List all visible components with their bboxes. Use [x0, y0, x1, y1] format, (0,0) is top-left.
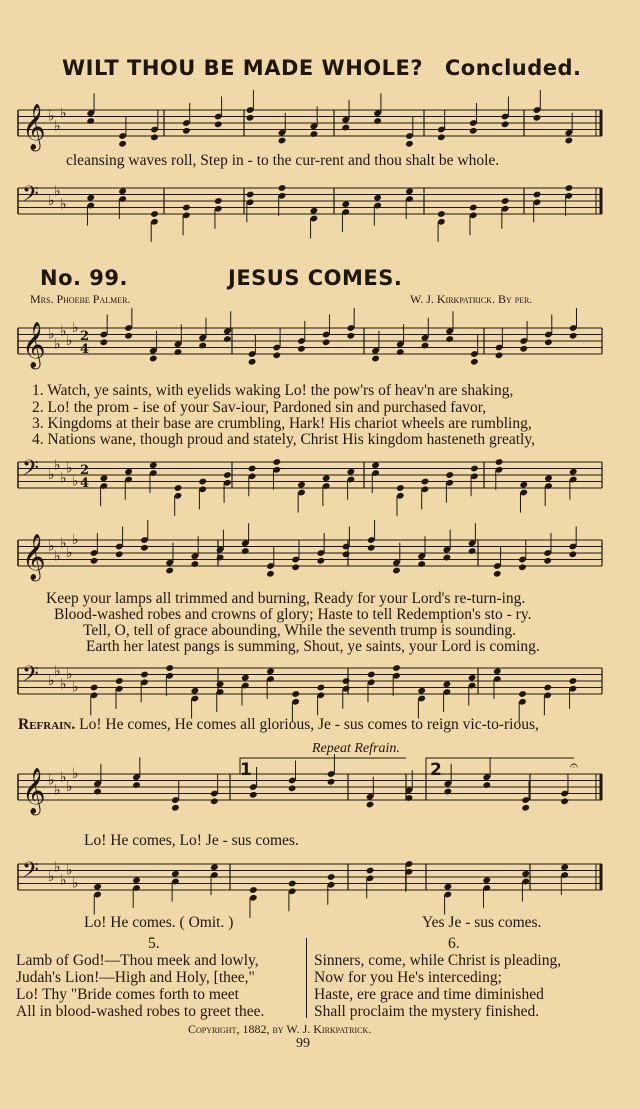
time-sig-top: 2 — [80, 463, 90, 478]
flat-key-signature-icon: ♭ — [66, 666, 73, 683]
note-head — [93, 883, 102, 891]
note-head — [149, 461, 158, 469]
flat-key-signature-icon: ♭ — [60, 105, 67, 122]
verse-divider — [306, 938, 307, 1018]
note-head — [437, 133, 446, 141]
ending-2-label: 2 — [430, 760, 443, 780]
note-head — [249, 791, 258, 799]
copyright: Copyright, 1882, by W. J. Kirkpatrick. — [188, 1022, 372, 1036]
system3-bass-staff — [14, 850, 606, 912]
note-head — [182, 204, 191, 212]
verse5-line: Lamb of God!—Thou meek and lowly, — [16, 952, 259, 969]
flat-key-signature-icon: ♭ — [72, 320, 79, 336]
flat-key-signature-icon: ♭ — [60, 323, 67, 340]
note-head — [246, 114, 255, 122]
note-head — [317, 684, 326, 692]
note-head — [246, 191, 255, 199]
verse5-number: 5. — [148, 935, 160, 952]
note-head — [272, 458, 281, 466]
note-head — [90, 557, 99, 565]
system2-bass-staff — [14, 654, 606, 716]
note-head — [342, 677, 351, 685]
flat-key-signature-icon: ♭ — [72, 766, 79, 782]
note-head — [396, 484, 405, 492]
note-head — [288, 880, 297, 888]
system1-verse-4: 4. Nations wane, though proud and stately, Christ His kingdom hasteneth greatly, — [32, 431, 535, 448]
note-head — [565, 184, 574, 192]
verse6-line: Haste, ere grace and time diminished — [314, 986, 544, 1003]
note-head — [150, 210, 159, 218]
note-head — [445, 471, 454, 479]
top-title — [62, 56, 582, 80]
note-head — [569, 332, 578, 340]
flat-key-signature-icon: ♭ — [66, 545, 73, 561]
note-head — [560, 797, 569, 805]
note-head — [140, 544, 149, 552]
system2-verse-4: Earth her latest pangs is summing, Shout, ye saints, your Lord is coming. — [86, 638, 540, 655]
note-head — [272, 351, 281, 359]
note-head — [470, 465, 479, 473]
note-head — [171, 870, 180, 878]
note-head — [417, 687, 426, 695]
note-head — [118, 140, 127, 148]
verse6-line: Sinners, come, while Christ is pleading, — [314, 952, 562, 969]
system1-verse-2: 2. Lo! the prom - ise of your Sav-iour, Pardoned sin and purchased favor, — [32, 399, 487, 416]
flat-key-signature-icon: ♭ — [66, 460, 73, 477]
note-head — [278, 137, 287, 145]
note-head — [86, 194, 95, 202]
note-head — [115, 677, 124, 685]
flat-key-signature-icon: ♭ — [72, 679, 79, 696]
note-head — [421, 342, 430, 350]
note-head — [569, 550, 578, 558]
note-head — [569, 677, 578, 685]
system2-treble-staff — [14, 528, 606, 590]
note-head — [543, 684, 552, 692]
flat-key-signature-icon: ♭ — [54, 457, 61, 474]
note-head — [198, 342, 207, 350]
note-head — [278, 184, 287, 192]
hymn-author: Mrs. Phoebe Palmer. — [30, 292, 131, 306]
repeat-refrain: Repeat Refrain. — [312, 741, 400, 756]
verse6-number: 6. — [448, 935, 460, 952]
note-head — [405, 187, 414, 195]
system3-treble-staff — [14, 752, 606, 832]
verse5-line: Judah's Lion!—High and Holy, [thee," — [16, 969, 255, 986]
note-head — [493, 570, 502, 578]
bass-lyric-final-right: Yes Je - sus comes. — [422, 914, 542, 931]
note-head — [288, 784, 297, 792]
note-head — [191, 687, 200, 695]
flat-key-signature-icon: ♭ — [60, 769, 67, 786]
note-head — [444, 788, 453, 796]
note-head — [150, 133, 159, 141]
ending-2-bracket — [426, 758, 574, 774]
top-bass-staff — [14, 170, 606, 244]
flat-key-signature-icon: ♭ — [72, 875, 79, 892]
note-head — [405, 140, 414, 148]
treble-lyric-final: Lo! He comes, Lo! Je - sus comes. — [84, 832, 299, 849]
verse6-block — [314, 952, 561, 1020]
note-head — [132, 781, 141, 789]
note-head — [482, 781, 491, 789]
system1-verse-3: 3. Kingdoms at their base are crumbling, Hark! His chariot wheels are rumbling, — [32, 415, 532, 432]
note-head — [297, 481, 306, 489]
system2-verse-3: Tell, O, tell of grace abounding, While the seventh trump is sounding. — [83, 622, 516, 639]
flat-key-signature-icon: ♭ — [54, 782, 61, 799]
note-head — [366, 867, 375, 875]
note-head — [533, 114, 542, 122]
note-head — [533, 191, 542, 199]
refrain-label: Refrain. — [18, 716, 76, 733]
flat-key-signature-icon: ♭ — [66, 862, 73, 879]
note-head — [100, 338, 109, 346]
verse5-line: All in blood-washed robes to greet thee. — [16, 1003, 265, 1020]
note-head — [266, 667, 275, 675]
note-head — [149, 355, 158, 363]
time-sig-bottom: 4 — [80, 476, 90, 491]
bass-clef-icon: 𝄢 — [22, 661, 39, 692]
system1-bass-staff — [14, 448, 606, 510]
flat-key-signature-icon: ♭ — [54, 663, 61, 680]
flat-key-signature-icon: ♭ — [48, 538, 55, 555]
flat-key-signature-icon: ♭ — [54, 548, 61, 565]
note-head — [214, 120, 223, 128]
note-head — [223, 471, 232, 479]
note-head — [565, 137, 574, 145]
refrain-line — [18, 716, 539, 734]
note-head — [366, 801, 375, 809]
note-head — [347, 332, 356, 340]
note-head — [341, 200, 350, 208]
note-head — [469, 204, 478, 212]
note-head — [519, 345, 528, 353]
flat-key-signature-icon: ♭ — [72, 532, 79, 548]
note-head — [124, 332, 133, 340]
note-head — [191, 560, 200, 568]
note-head — [437, 210, 446, 218]
note-head — [521, 870, 530, 878]
note-head — [198, 478, 207, 486]
note-head — [297, 345, 306, 353]
hymn-title: JESUS COMES. — [228, 266, 403, 290]
note-head — [310, 207, 319, 215]
flat-key-signature-icon: ♭ — [48, 869, 55, 885]
note-head — [443, 554, 452, 562]
note-head — [174, 348, 183, 356]
top-lyric: cleansing waves roll, Step in - to the cur-rent and thou shalt be whole. — [66, 152, 500, 169]
flat-key-signature-icon: ♭ — [54, 118, 61, 135]
top-title-suffix: Concluded. — [444, 56, 582, 80]
note-head — [544, 338, 553, 346]
note-head — [210, 863, 219, 871]
note-head — [291, 563, 300, 571]
treble-clef-icon: 𝄞 — [22, 322, 46, 368]
note-head — [468, 674, 477, 682]
note-head — [417, 560, 426, 568]
time-sig-top: 2 — [80, 329, 90, 344]
treble-clef-icon: 𝄞 — [22, 768, 46, 814]
note-head — [214, 197, 223, 205]
note-head — [118, 187, 127, 195]
note-head — [421, 478, 430, 486]
hymn-composer: W. J. Kirkpatrick. By per. — [410, 292, 533, 306]
fermata-icon: 𝄐 — [570, 758, 578, 774]
bass-lyric-final: Lo! He comes. ( Omit. ) — [84, 914, 234, 931]
flat-key-signature-icon: ♭ — [60, 196, 67, 213]
note-head — [248, 358, 257, 366]
system2-verse-1: Keep your lamps all trimmed and burning, Ready for your Lord's re-turn-ing. — [46, 590, 526, 607]
flat-key-signature-icon: ♭ — [60, 535, 67, 552]
flat-key-signature-icon: ♭ — [66, 333, 73, 349]
note-head — [216, 554, 225, 562]
note-head — [165, 664, 174, 672]
refrain-text: Lo! He comes, He comes all glorious, Je - sus comes to reign vic-to-rious, — [79, 716, 539, 733]
note-head — [248, 465, 257, 473]
note-head — [518, 690, 527, 698]
verse6-line: Shall proclaim the mystery finished. — [314, 1003, 540, 1020]
page-number: 99 — [296, 1036, 310, 1051]
flat-key-signature-icon: ♭ — [48, 193, 55, 209]
note-head — [469, 127, 478, 135]
flat-key-signature-icon: ♭ — [54, 183, 61, 200]
flat-key-signature-icon: ♭ — [54, 336, 61, 353]
bass-clef-icon: 𝄢 — [22, 857, 39, 888]
note-head — [543, 557, 552, 565]
verse6-line: Now for you He's interceding; — [314, 969, 502, 986]
note-head — [367, 544, 376, 552]
note-head — [392, 664, 401, 672]
note-head — [327, 778, 336, 786]
note-head — [444, 883, 453, 891]
note-head — [519, 481, 528, 489]
note-head — [521, 804, 530, 812]
note-head — [165, 567, 174, 575]
note-head — [317, 557, 326, 565]
treble-clef-icon: 𝄞 — [22, 534, 46, 580]
note-head — [560, 863, 569, 871]
note-head — [266, 570, 275, 578]
note-head — [501, 120, 510, 128]
note-head — [249, 886, 258, 894]
note-head — [90, 684, 99, 692]
flat-key-signature-icon: ♭ — [48, 673, 55, 689]
note-head — [132, 876, 141, 884]
system2-verse-2: Blood-washed robes and crowns of glory; Haste to tell Redemption's sto - ry. — [54, 606, 532, 623]
ending-1-label: 1 — [240, 760, 253, 780]
note-head — [518, 563, 527, 571]
note-head — [347, 468, 356, 476]
ending-1-bracket — [240, 758, 406, 774]
note-head — [482, 876, 491, 884]
flat-key-signature-icon: ♭ — [72, 473, 79, 490]
note-head — [501, 197, 510, 205]
note-head — [443, 680, 452, 688]
note-head — [392, 567, 401, 575]
note-head — [396, 348, 405, 356]
note-head — [182, 127, 191, 135]
note-head — [322, 474, 331, 482]
note-head — [241, 547, 250, 555]
flat-key-signature-icon: ♭ — [60, 872, 67, 889]
note-head — [124, 468, 133, 476]
flat-key-signature-icon: ♭ — [60, 470, 67, 487]
verse5-block — [16, 952, 264, 1020]
note-head — [86, 117, 95, 125]
flat-key-signature-icon: ♭ — [48, 108, 55, 125]
note-head — [327, 873, 336, 881]
flat-key-signature-icon: ♭ — [66, 779, 73, 795]
note-head — [322, 338, 331, 346]
note-head — [495, 351, 504, 359]
top-treble-staff — [14, 100, 606, 150]
note-head — [371, 461, 380, 469]
note-head — [210, 797, 219, 805]
note-head — [367, 671, 376, 679]
note-head — [216, 680, 225, 688]
note-head — [171, 804, 180, 812]
note-head — [174, 484, 183, 492]
note-head — [445, 335, 454, 343]
note-head — [291, 690, 300, 698]
note-head — [569, 468, 578, 476]
flat-key-signature-icon: ♭ — [48, 772, 55, 789]
note-head — [115, 550, 124, 558]
system1-verse-1: 1. Watch, ye saints, with eyelids waking Lo! the pow'rs of heav'n are shaking, — [32, 382, 514, 399]
note-head — [223, 335, 232, 343]
hymn-number: No. 99. — [40, 266, 128, 290]
note-head — [373, 194, 382, 202]
note-head — [241, 674, 250, 682]
note-head — [341, 124, 350, 132]
time-sig-bottom: 4 — [80, 342, 90, 357]
note-head — [495, 458, 504, 466]
note-head — [544, 474, 553, 482]
flat-key-signature-icon: ♭ — [54, 859, 61, 876]
note-head — [371, 355, 380, 363]
verse5-line: Lo! Thy "Bride comes forth to meet — [16, 986, 239, 1003]
treble-clef-icon: 𝄞 — [22, 104, 46, 150]
note-head — [468, 547, 477, 555]
note-head — [493, 667, 502, 675]
note-head — [310, 130, 319, 138]
note-head — [100, 474, 109, 482]
top-title-text: WILT THOU BE MADE WHOLE? — [62, 56, 424, 80]
flat-key-signature-icon: ♭ — [60, 676, 67, 693]
note-head — [140, 671, 149, 679]
note-head — [342, 550, 351, 558]
system1-treble-staff — [14, 318, 606, 380]
note-head — [373, 117, 382, 125]
flat-key-signature-icon: ♭ — [48, 467, 55, 483]
bass-clef-icon: 𝄢 — [22, 455, 39, 486]
flat-key-signature-icon: ♭ — [48, 326, 55, 343]
note-head — [93, 788, 102, 796]
bass-clef-icon: 𝄢 — [22, 181, 39, 212]
note-head — [470, 358, 479, 366]
